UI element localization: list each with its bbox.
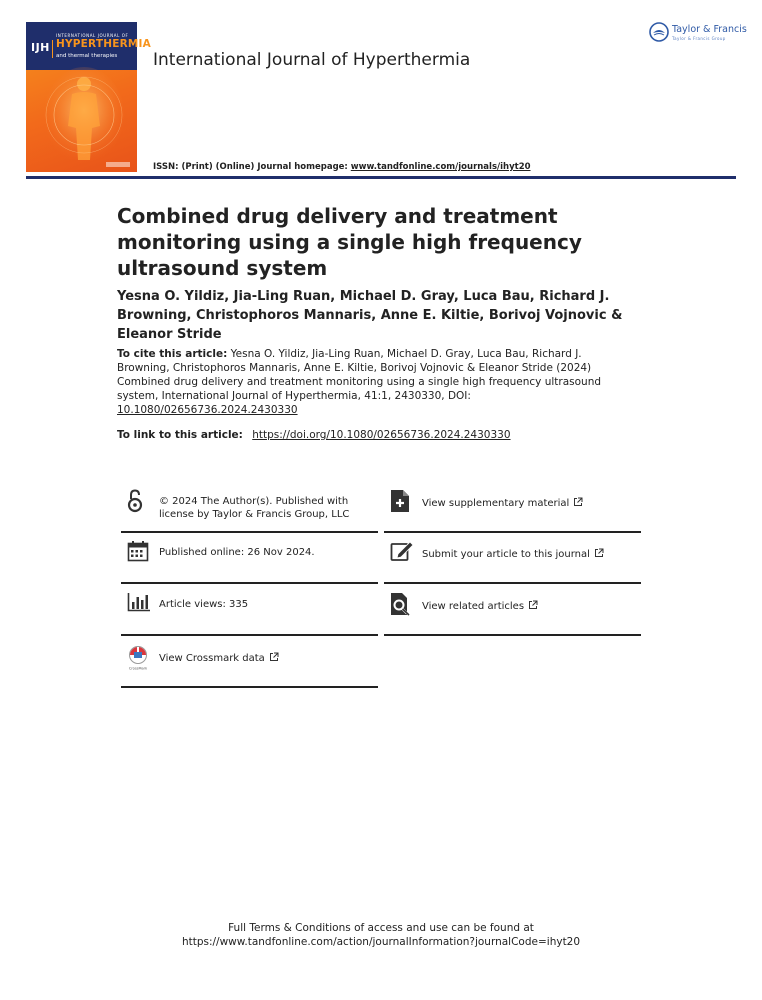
item-underline: [384, 531, 641, 533]
related-articles-link[interactable]: [384, 592, 641, 642]
submit-text[interactable]: [422, 548, 604, 561]
cite-label: To cite this article:: [117, 348, 228, 360]
crossmark-logo-text: CrossMark: [128, 666, 148, 671]
journal-homepage-link[interactable]: www.tandfonline.com/journals/ihyt20: [350, 162, 531, 172]
link-label: To link to this article:: [117, 429, 243, 441]
crossmark-icon: [125, 645, 151, 671]
citation-block: [117, 347, 617, 417]
related-text[interactable]: [422, 600, 538, 613]
cover-big-title: HYPERTHERMIA: [56, 38, 151, 50]
item-underline: [121, 582, 378, 584]
published-online: [121, 540, 378, 590]
issn-label: ISSN: (Print) (Online) Journal homepage:: [153, 162, 351, 172]
cite-doi-link[interactable]: 10.1080/02656736.2024.2430330: [117, 404, 298, 416]
cover-small-title: INTERNATIONAL JOURNAL OF: [56, 33, 129, 38]
footer-terms-link[interactable]: https://www.tandfonline.com/action/journalInformation?journalCode=ihyt20: [181, 936, 581, 948]
publisher-tagline: Taylor & Francis Group: [672, 36, 726, 41]
external-link-icon: [269, 652, 279, 662]
taylor-francis-logo-icon: [649, 22, 669, 42]
edit-pencil-icon: [390, 540, 414, 562]
supplementary-material-link[interactable]: [384, 489, 641, 539]
cite-text: Yesna O. Yildiz, Jia-Ling Ruan, Michael D. Gray, Luca Bau, Richard J. Browning, Christophoros Mannaris, Anne E. Kiltie, Borivoj Vojnovic & Eleanor Stride (2024) Combined drug delivery and treatment monitoring using a single high frequency ultrasound system, International Journal of Hyperthermia, 41:1, 2430330, DOI:: [117, 348, 602, 402]
license-line-2: license by Taylor & Francis Group, LLC: [159, 509, 350, 520]
cover-subtitle: and thermal therapies: [56, 53, 118, 59]
search-document-icon: [390, 592, 412, 616]
footer-terms: [0, 921, 762, 949]
crossmark-link[interactable]: [121, 645, 378, 695]
journal-cover-image: [26, 22, 151, 172]
external-link-icon: [573, 497, 583, 507]
published-date: Published online: 26 Nov 2024.: [159, 547, 315, 558]
submit-label[interactable]: Submit your article to this journal: [422, 549, 590, 560]
cover-body-figure-icon: [26, 70, 137, 172]
open-access-license: [121, 489, 378, 539]
article-views-count: Article views: 335: [159, 599, 249, 610]
add-file-icon: [390, 489, 410, 513]
supplementary-text[interactable]: [422, 497, 583, 510]
license-text: [159, 495, 349, 521]
article-doi-link[interactable]: https://doi.org/10.1080/02656736.2024.2430330: [252, 429, 511, 441]
footer-line-1: Full Terms & Conditions of access and use can be found at: [228, 922, 534, 934]
bar-chart-icon: [127, 592, 151, 612]
related-label[interactable]: View related articles: [422, 601, 525, 612]
submit-article-link[interactable]: [384, 540, 641, 590]
article-authors: Yesna O. Yildiz, Jia-Ling Ruan, Michael D. Gray, Luca Bau, Richard J. Browning, Christophoros Mannaris, Anne E. Kiltie, Borivoj Vojnovic & Eleanor Stride: [117, 289, 623, 342]
item-underline: [121, 531, 378, 533]
cover-abbrev: IJH: [31, 41, 50, 54]
external-link-icon: [528, 600, 538, 610]
license-line-1: © 2024 The Author(s). Published with: [159, 496, 349, 507]
supplementary-label[interactable]: View supplementary material: [422, 498, 570, 509]
article-title: Combined drug delivery and treatment monitoring using a single high frequency ultrasound system: [117, 204, 582, 280]
external-link-icon: [594, 548, 604, 558]
crossmark-label[interactable]: View Crossmark data: [159, 653, 265, 664]
article-link-line: [117, 429, 511, 441]
header-divider: [26, 176, 736, 179]
item-underline: [384, 634, 641, 636]
issn-line: [153, 162, 531, 172]
open-lock-icon: [127, 489, 143, 513]
crossmark-text[interactable]: [159, 652, 279, 665]
item-underline: [121, 686, 378, 688]
calendar-icon: [127, 540, 149, 562]
item-underline: [384, 582, 641, 584]
cover-divider: [52, 40, 53, 58]
publisher-name: Taylor & Francis: [672, 24, 747, 35]
journal-name[interactable]: International Journal of Hyperthermia: [153, 50, 471, 70]
item-underline: [121, 634, 378, 636]
article-views: [121, 592, 378, 642]
